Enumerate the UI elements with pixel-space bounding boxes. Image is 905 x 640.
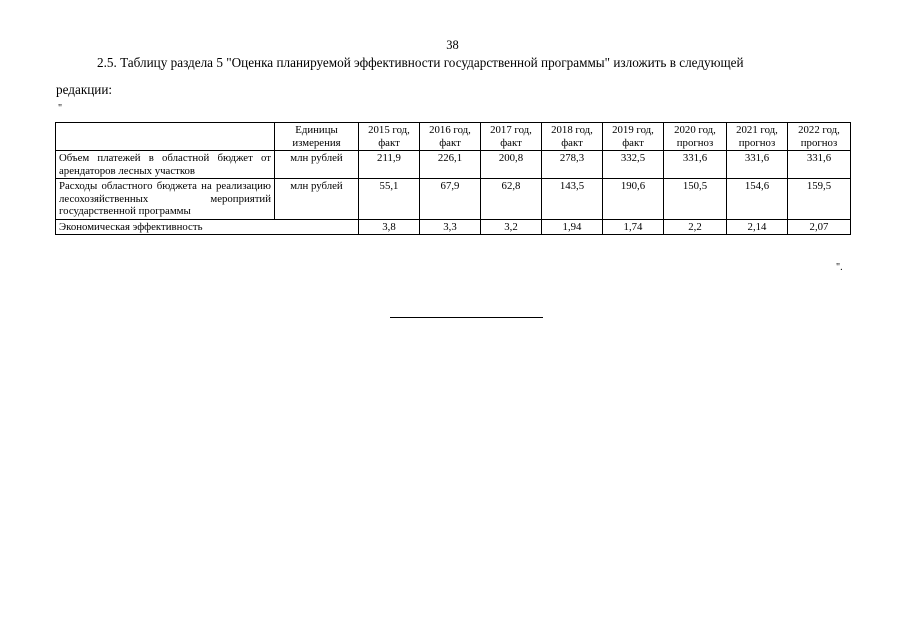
value-cell: 1,74: [603, 219, 664, 235]
value-cell: 2,14: [727, 219, 788, 235]
header-cell-empty: [56, 123, 275, 151]
row-name-cell: Объем платежей в областной бюджет от арендаторов лесных участков: [56, 151, 275, 179]
table-header-row: [56, 123, 851, 151]
value-cell: 67,9: [420, 179, 481, 220]
header-cell-2017: 2017 год, факт: [481, 123, 542, 151]
value-cell: 200,8: [481, 151, 542, 179]
value-cell: 3,8: [359, 219, 420, 235]
summary-name-cell: Экономическая эффективность: [56, 219, 359, 235]
value-cell: 278,3: [542, 151, 603, 179]
header-cell-2016: 2016 год, факт: [420, 123, 481, 151]
value-cell: 2,07: [788, 219, 851, 235]
row-unit-cell: млн рублей: [275, 179, 359, 220]
value-cell: 331,6: [664, 151, 727, 179]
value-cell: 62,8: [481, 179, 542, 220]
value-cell: 331,6: [788, 151, 851, 179]
header-cell-2019: 2019 год, факт: [603, 123, 664, 151]
close-quote: ".: [836, 262, 843, 273]
value-cell: 226,1: [420, 151, 481, 179]
value-cell: 331,6: [727, 151, 788, 179]
value-cell: 211,9: [359, 151, 420, 179]
header-cell-2022: 2022 год, прогноз: [788, 123, 851, 151]
header-cell-unit: Единицы измерения: [275, 123, 359, 151]
value-cell: 143,5: [542, 179, 603, 220]
value-cell: 154,6: [727, 179, 788, 220]
value-cell: 2,2: [664, 219, 727, 235]
value-cell: 150,5: [664, 179, 727, 220]
value-cell: 159,5: [788, 179, 851, 220]
page-number: 38: [446, 38, 459, 52]
row-unit-cell: млн рублей: [275, 151, 359, 179]
row-name-cell: Расходы областного бюджета на реализацию лесохозяйственных мероприятий государственной программы: [56, 179, 275, 220]
open-quote: ": [58, 103, 63, 114]
header-cell-2020: 2020 год, прогноз: [664, 123, 727, 151]
value-cell: 55,1: [359, 179, 420, 220]
table-row: [56, 151, 851, 179]
intro-text-line1: 2.5. Таблицу раздела 5 "Оценка планируемой эффективности государственной программы" изложить в следующей: [97, 55, 744, 70]
value-cell: 3,3: [420, 219, 481, 235]
value-cell: 1,94: [542, 219, 603, 235]
efficiency-table: [55, 122, 851, 235]
value-cell: 332,5: [603, 151, 664, 179]
header-cell-2018: 2018 год, факт: [542, 123, 603, 151]
value-cell: 3,2: [481, 219, 542, 235]
separator-line: [390, 317, 543, 318]
table-row: [56, 179, 851, 220]
value-cell: 190,6: [603, 179, 664, 220]
intro-text-line2: редакции:: [56, 82, 113, 97]
header-cell-2015: 2015 год, факт: [359, 123, 420, 151]
header-cell-2021: 2021 год, прогноз: [727, 123, 788, 151]
table-summary-row: [56, 219, 851, 235]
